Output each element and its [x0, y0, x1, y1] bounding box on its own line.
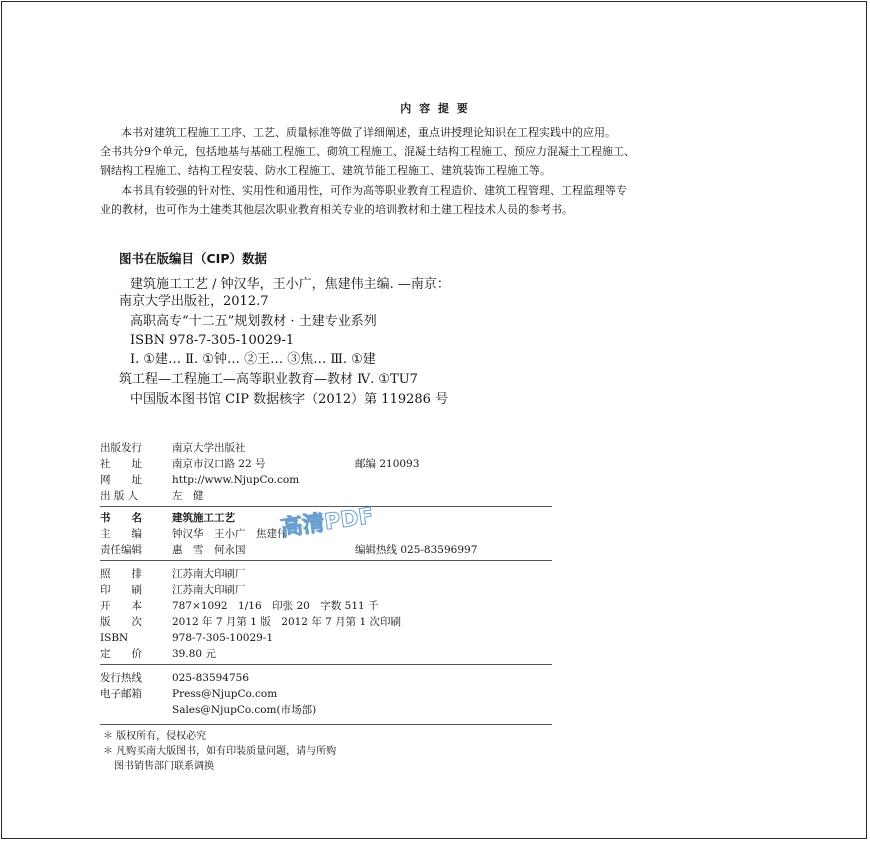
- website-label: 网 址: [100, 474, 142, 486]
- editors-value: 钟汉华 王小广 焦建伟: [172, 528, 288, 540]
- email-value-sales[interactable]: Sales@NjupCo.com(市场部): [172, 704, 317, 716]
- cip-classification-cont: 筑工程—工程施工—高等职业教育—教材 Ⅳ. ①TU7: [119, 372, 418, 387]
- price-row: [100, 646, 550, 662]
- divider: [100, 724, 552, 725]
- edition-label: 版 次: [100, 616, 142, 628]
- copyright-note: ＊ 版权所有，侵权必究: [103, 731, 207, 742]
- divider: [100, 560, 552, 561]
- printing-row: [100, 582, 550, 598]
- email-label: 电子邮箱: [100, 688, 142, 700]
- cip-classification: Ⅰ. ①建… Ⅱ. ①钟… ②王… ③焦… Ⅲ. ①建: [130, 352, 376, 367]
- website-link[interactable]: http://www.NjupCo.com: [172, 474, 300, 486]
- edition-row: [100, 614, 550, 630]
- summary-paragraph-3: 本书具有较强的针对性、实用性和通用性，可作为高等职业教育工程造价、建筑工程管理、工程监理等专: [121, 184, 627, 197]
- email-row: [100, 686, 550, 702]
- cip-line: 建筑施工工艺 / 钟汉华，王小广，焦建伟主编. —南京：: [130, 277, 450, 292]
- isbn-row: [100, 630, 550, 646]
- sales-hotline-row: [100, 670, 550, 686]
- typesetting-label: 照 排: [100, 568, 142, 580]
- cip-line: 南京大学出版社，2012.7: [119, 294, 269, 309]
- address-row: [100, 456, 520, 472]
- summary-paragraph-2: 全书共分9个单元，包括地基与基础工程施工、砌筑工程施工、混凝土结构工程施工、预应力混凝土工程施工、: [100, 145, 635, 158]
- cip-record-number: 中国版本图书馆 CIP 数据核字（2012）第 119286 号: [130, 392, 449, 407]
- editors-label: 主 编: [100, 528, 142, 540]
- watermark-text: 高清PDF: [279, 503, 376, 538]
- website-row: [100, 472, 520, 488]
- format-label: 开 本: [100, 600, 142, 612]
- summary-paragraph-3-cont: 业的教材，也可作为土建类其他层次职业教育相关专业的培训教材和土建工程技术人员的参考书。: [100, 203, 573, 216]
- price-value: 39.80 元: [172, 648, 216, 660]
- address-value: 南京市汉口路 22 号: [172, 458, 266, 470]
- divider: [100, 664, 552, 665]
- quality-note-cont: 图书销售部门联系调换: [114, 761, 214, 772]
- email-row-2: [100, 702, 550, 718]
- isbn-label: ISBN: [100, 632, 129, 644]
- isbn-value: 978-7-305-10029-1: [172, 632, 274, 644]
- format-row: [100, 598, 550, 614]
- editor-hotline: 编辑热线 025-83596997: [355, 544, 478, 556]
- issuer-label: 出 版 人: [100, 490, 139, 502]
- format-value: 787×1092 1/16 印张 20 字数 511 千: [172, 600, 379, 612]
- book-title-label: 书 名: [100, 512, 142, 524]
- responsible-editor-value: 惠 雪 何永国: [172, 544, 246, 556]
- cip-series: 高职高专“十二五”规划教材 · 土建专业系列: [130, 314, 377, 329]
- zipcode: 邮编 210093: [355, 458, 420, 470]
- summary-paragraph-2-cont: 钢结构工程施工、结构工程安装、防水工程施工、建筑节能工程施工、建筑装饰工程施工等。: [100, 164, 551, 177]
- printing-label: 印 刷: [100, 584, 142, 596]
- editors-row: [100, 526, 550, 542]
- address-label: 社 址: [100, 458, 142, 470]
- issuer-value: 左 健: [172, 490, 204, 502]
- sales-hotline-value: 025-83594756: [172, 672, 250, 684]
- sales-hotline-label: 发行热线: [100, 672, 142, 684]
- publisher-row: [100, 440, 520, 456]
- divider: [100, 506, 552, 507]
- cip-isbn: ISBN 978-7-305-10029-1: [130, 333, 295, 348]
- email-value[interactable]: Press@NjupCo.com: [172, 688, 278, 700]
- issuer-row: [100, 488, 520, 504]
- typesetting-value: 江苏南大印刷厂: [172, 568, 246, 580]
- typesetting-row: [100, 566, 550, 582]
- summary-title: 内 容 提 要: [400, 102, 470, 115]
- printing-value: 江苏南大印刷厂: [172, 584, 246, 596]
- price-label: 定 价: [100, 648, 142, 660]
- responsible-editor-label: 责任编辑: [100, 544, 142, 556]
- summary-paragraph-1: 本书对建筑工程施工工序、工艺、质量标准等做了详细阐述，重点讲授理论知识在工程实践中的应用。: [121, 126, 616, 139]
- cip-title: 图书在版编目（CIP）数据: [119, 251, 267, 266]
- quality-note: ＊ 凡购买南大版图书，如有印装质量问题，请与所购: [103, 746, 337, 757]
- book-title-value: 建筑施工工艺: [172, 512, 235, 524]
- publisher-value: 南京大学出版社: [172, 442, 246, 454]
- book-title-row: [100, 510, 550, 526]
- edition-value: 2012 年 7 月第 1 版 2012 年 7 月第 1 次印刷: [172, 616, 402, 628]
- publisher-label: 出版发行: [100, 442, 142, 454]
- responsible-editor-row: [100, 542, 550, 558]
